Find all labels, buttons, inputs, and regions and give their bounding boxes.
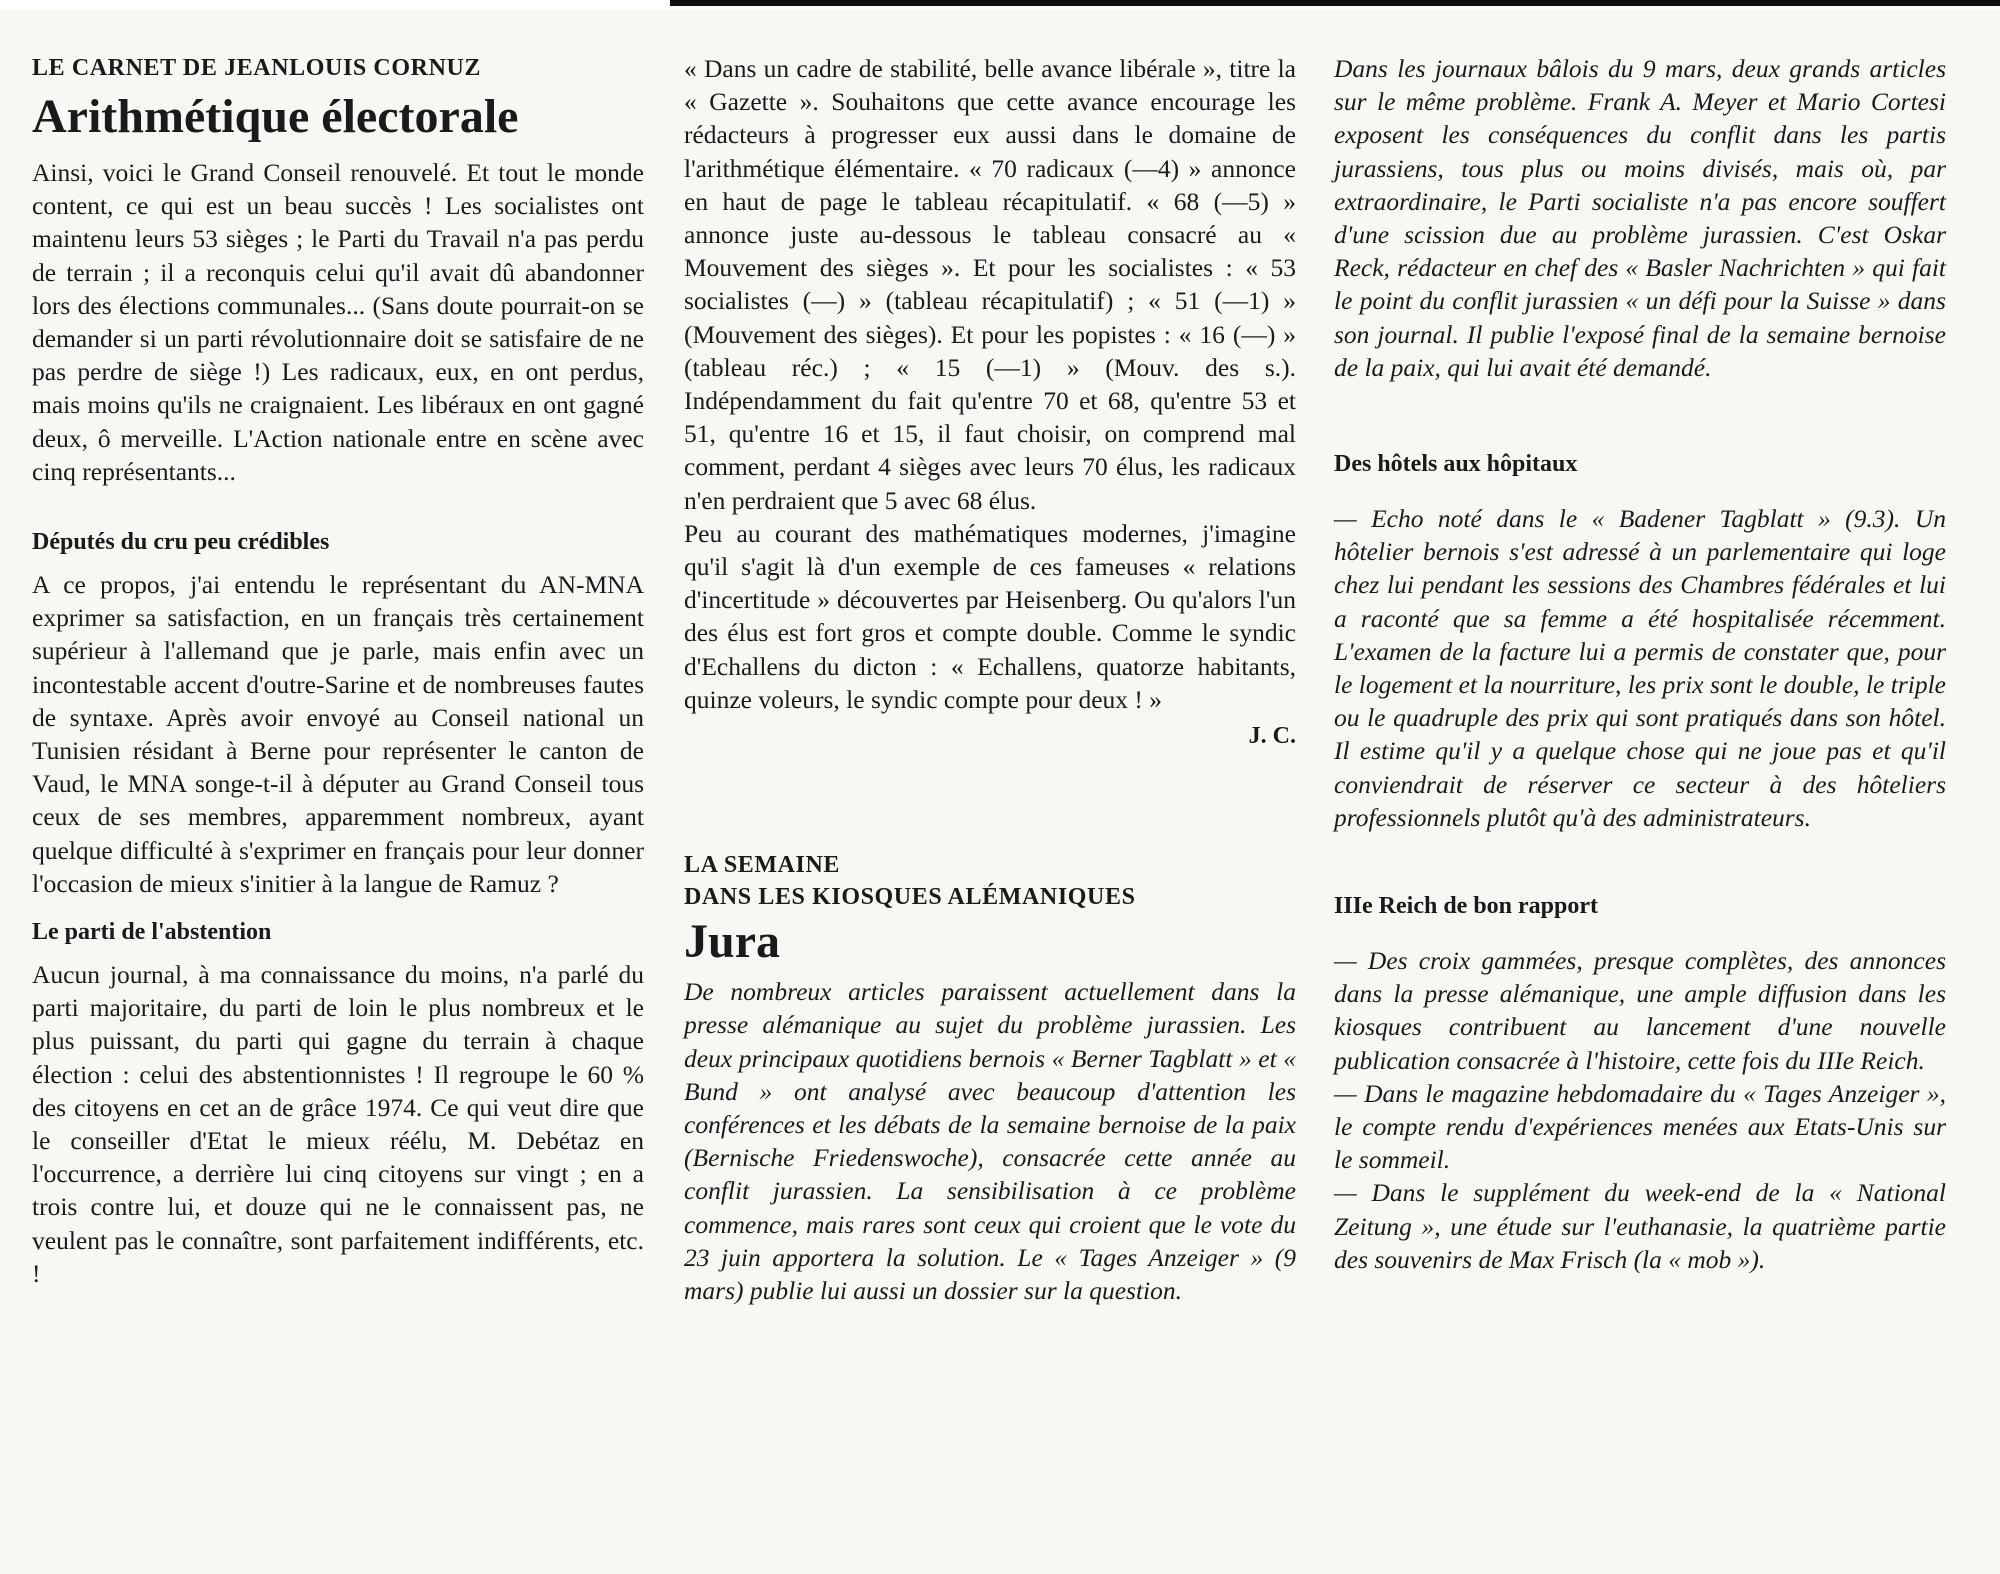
- top-rule: [670, 0, 2000, 6]
- column-left: [32, 52, 644, 1290]
- article-paragraph: Peu au courant des mathématiques modernes, j'imagine qu'il s'agit là d'un exemple de ces fameuses « relations d'incertitude » découvertes par Heisenberg. Ou qu'alors l'un des élus est fort gros et compte double. Comme le syndic d'Echallens du dicton : « Echallens, quatorze habitants, quinze voleurs, le syndic compte pour deux ! »: [684, 518, 1296, 714]
- column-middle: [684, 52, 1296, 1307]
- article-paragraph: — Dans le supplément du week-end de la « National Zeitung », une étude sur l'euthanasie, la quatrième partie des souvenirs de Max Frisch (la « mob »).: [1334, 1178, 1946, 1274]
- subheading: Le parti de l'abstention: [32, 919, 272, 946]
- article-paragraph: Dans les journaux bâlois du 9 mars, deux grands articles sur le même problème. Frank A. Meyer et Mario Cortesi exposent les conséquences du conflit dans les partis jurassiens, tous plus ou moins divisés, mais où, par extraordinaire, le Parti socialiste n'a pas encore souffert d'une scission due au problème jurassien. C'est Oskar Reck, rédacteur en chef des « Basler Nachrichten » qui fait le point du conflit jurassien « un défi pour la Suisse » dans son journal. Il publie l'exposé final de la semaine bernoise de la paix, qui lui avait été demandé.: [1334, 54, 1946, 382]
- article-paragraph: — Des croix gammées, presque complètes, des annonces dans la presse alémanique, une ample diffusion dans les kiosques contribuent au lancement d'une nouvelle publication consacrée à l'histoire, cette fois du IIIe Reich.: [1334, 946, 1946, 1075]
- article-paragraph: — Echo noté dans le « Badener Tagblatt » (9.3). Un hôtelier bernois s'est adressé à un parlementaire qui loge chez lui pendant les sessions des Chambres fédérales et lui a raconté que sa femme a été hospitalisée récemment. L'examen de la facture lui a permis de constater que, pour le logement et la nourriture, les prix sont le double, le triple ou le quadruple des prix qui sont pratiqués dans son hôtel. Il estime qu'il y a quelque chose qui ne joue pas et qu'il conviendrait de réserver ce secteur à des hôteliers professionnels plutôt qu'à des administrateurs.: [1334, 504, 1946, 832]
- article-paragraph: — Dans le magazine hebdomadaire du « Tages Anzeiger », le compte rendu d'expériences menées aux Etats-Unis sur le sommeil.: [1334, 1078, 1946, 1175]
- article-paragraph: « Dans un cadre de stabilité, belle avance libérale », titre la « Gazette ». Souhaitons que cette avance encourage les rédacteurs à progresser eux aussi dans le domaine de l'arithmétique élémentaire. « 70 radicaux (—4) » annonce en haut de page le tableau récapitulatif. « 68 (—5) » annonce juste au-dessous le tableau consacré au « Mouvement des sièges ». Et pour les socialistes : « 53 socialistes (—) » (tableau récapitulatif) ; « 51 (—1) » (Mouvement des sièges). Et pour les popistes : « 16 (—) » (tableau réc.) ; « 15 (—1) » (Mouv. des s.). Indépendamment du fait qu'entre 70 et 68, qu'entre 53 et 51, qu'entre 16 et 15, il faut choisir, on comprend mal comment, perdant 4 sièges avec leurs 70 élus, les radicaux n'en perdraient que 5 avec 68 élus.: [684, 54, 1296, 515]
- column-right: [1334, 52, 1946, 1276]
- subheading: Des hôtels aux hôpitaux: [1334, 451, 1578, 478]
- article-headline: Jura: [684, 915, 780, 969]
- section-kicker: DANS LES KIOSQUES ALÉMANIQUES: [684, 884, 1136, 911]
- section-kicker: LA SEMAINE: [684, 852, 841, 879]
- column-kicker: LE CARNET DE JEANLOUIS CORNUZ: [32, 55, 482, 81]
- article-headline: Arithmétique électorale: [32, 90, 519, 143]
- author-signature: J. C.: [1248, 723, 1296, 750]
- article-paragraph: Aucun journal, à ma connaissance du moins, n'a parlé du parti majoritaire, du parti de loin le plus nombreux et le plus puissant, du parti qui gagne du terrain à chaque élection : celui des abstentionnistes ! Il regroupe le 60 % des citoyens en cet an de grâce 1974. Ce qui veut dire que le conseiller d'Etat le mieux réélu, M. Debétaz en l'occurrence, a derrière lui cinq citoyens sur vingt ; en a trois contre lui, et douze qui ne le connaissent pas, ne veulent pas le connaître, sont parfaitement indifférents, etc. !: [32, 960, 644, 1288]
- subheading: IIIe Reich de bon rapport: [1334, 893, 1599, 920]
- article-paragraph: A ce propos, j'ai entendu le représentant du AN-MNA exprimer sa satisfaction, en un français très certainement supérieur à l'allemand que je parle, mais enfin avec un incontestable accent d'outre-Sarine et de nombreuses fautes de syntaxe. Après avoir envoyé au Conseil national un Tunisien résidant à Berne pour représenter le canton de Vaud, le MNA songe-t-il à députer au Grand Conseil tous ceux de ses membres, apparemment nombreux, ayant quelque difficulté à s'exprimer en français pour leur donner l'occasion de mieux s'initier à la langue de Ramuz ?: [32, 570, 644, 898]
- article-paragraph: Ainsi, voici le Grand Conseil renouvelé. Et tout le monde content, ce qui est un beau succès ! Les socialistes ont maintenu leurs 53 sièges ; le Parti du Travail n'a pas perdu de terrain ; il a reconquis celui qu'il avait dû abandonner lors des élections communales... (Sans doute pourrait-on se demander si un parti révolutionnaire doit se satisfaire de ne pas perdre de siège !) Les radicaux, eux, en ont perdus, mais moins qu'ils ne craignaient. Les libéraux en ont gagné deux, ô merveille. L'Action nationale entre en scène avec cinq représentants...: [32, 158, 644, 486]
- subheading: Députés du cru peu crédibles: [32, 529, 330, 556]
- article-paragraph: De nombreux articles paraissent actuellement dans la presse alémanique au sujet du problème jurassien. Les deux principaux quotidiens bernois « Berner Tagblatt » et « Bund » ont analysé avec beaucoup d'attention les conférences et les débats de la semaine bernoise de la paix (Bernische Friedenswoche), consacrée cette année au conflit jurassien. La sensibilisation à ce problème commence, mais rares sont ceux qui croient que le vote du 23 juin apportera la solution. Le « Tages Anzeiger » (9 mars) publie lui aussi un dossier sur la question.: [684, 977, 1296, 1306]
- page-top-edge: [0, 0, 2000, 10]
